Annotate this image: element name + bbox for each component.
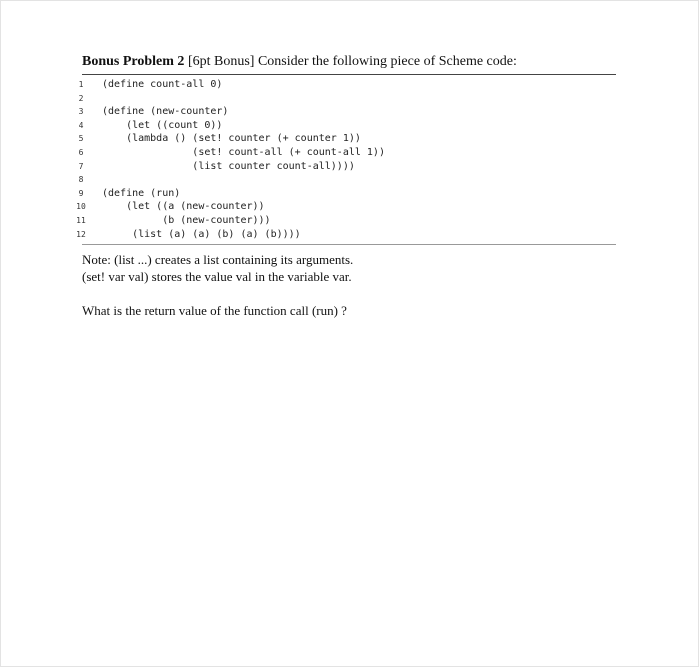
code-line <box>78 132 616 146</box>
code-text: (define (run) <box>102 187 181 199</box>
line-number: 12 <box>76 229 86 239</box>
code-text: (define (new-counter) <box>102 106 229 118</box>
code-text: (list (a) (a) (b) (a) (b)))) <box>102 228 301 240</box>
code-line <box>76 228 616 242</box>
code-line <box>78 160 616 174</box>
code-text: (let ((count 0)) <box>102 119 223 131</box>
problem-heading <box>82 52 616 74</box>
code-line <box>78 119 616 133</box>
question-text: What is the return value of the function call (run) ? <box>82 303 347 319</box>
code-text: (lambda () (set! counter (+ counter 1)) <box>102 133 361 145</box>
code-line <box>78 105 616 119</box>
notes <box>82 251 616 285</box>
line-number: 8 <box>78 175 84 185</box>
line-number: 10 <box>76 202 86 212</box>
code-text: (set! count-all (+ count-all 1)) <box>102 146 385 158</box>
note-list: Note: (list ...) creates a list containing its arguments. <box>82 252 354 268</box>
code-line <box>78 92 616 106</box>
code-listing <box>76 78 616 241</box>
code-line <box>78 78 616 92</box>
document-body <box>76 52 616 319</box>
code-text: (let ((a (new-counter)) <box>102 201 265 213</box>
code-line <box>76 214 616 228</box>
code-text: (b (new-counter))) <box>102 214 271 226</box>
bottom-rule <box>82 244 616 245</box>
line-number: 5 <box>78 134 84 144</box>
line-number: 7 <box>78 161 84 171</box>
line-number: 6 <box>78 147 84 157</box>
note-set: (set! var val) stores the value val in the variable var. <box>82 269 352 285</box>
line-number: 9 <box>78 188 84 198</box>
line-number: 11 <box>76 215 86 225</box>
code-line <box>76 200 616 214</box>
code-line <box>78 173 616 187</box>
code-line <box>78 146 616 160</box>
top-rule <box>82 74 616 75</box>
line-number: 1 <box>78 80 84 89</box>
code-text: (list counter count-all)))) <box>102 160 355 172</box>
line-number: 3 <box>78 107 84 117</box>
problem-description: [6pt Bonus] Consider the following piece of Scheme code: <box>184 54 517 69</box>
line-number: 4 <box>78 120 84 130</box>
code-line <box>78 187 616 201</box>
line-number: 2 <box>78 93 84 103</box>
code-text: (define count-all 0) <box>102 79 223 90</box>
problem-title: Bonus Problem 2 <box>82 54 185 69</box>
